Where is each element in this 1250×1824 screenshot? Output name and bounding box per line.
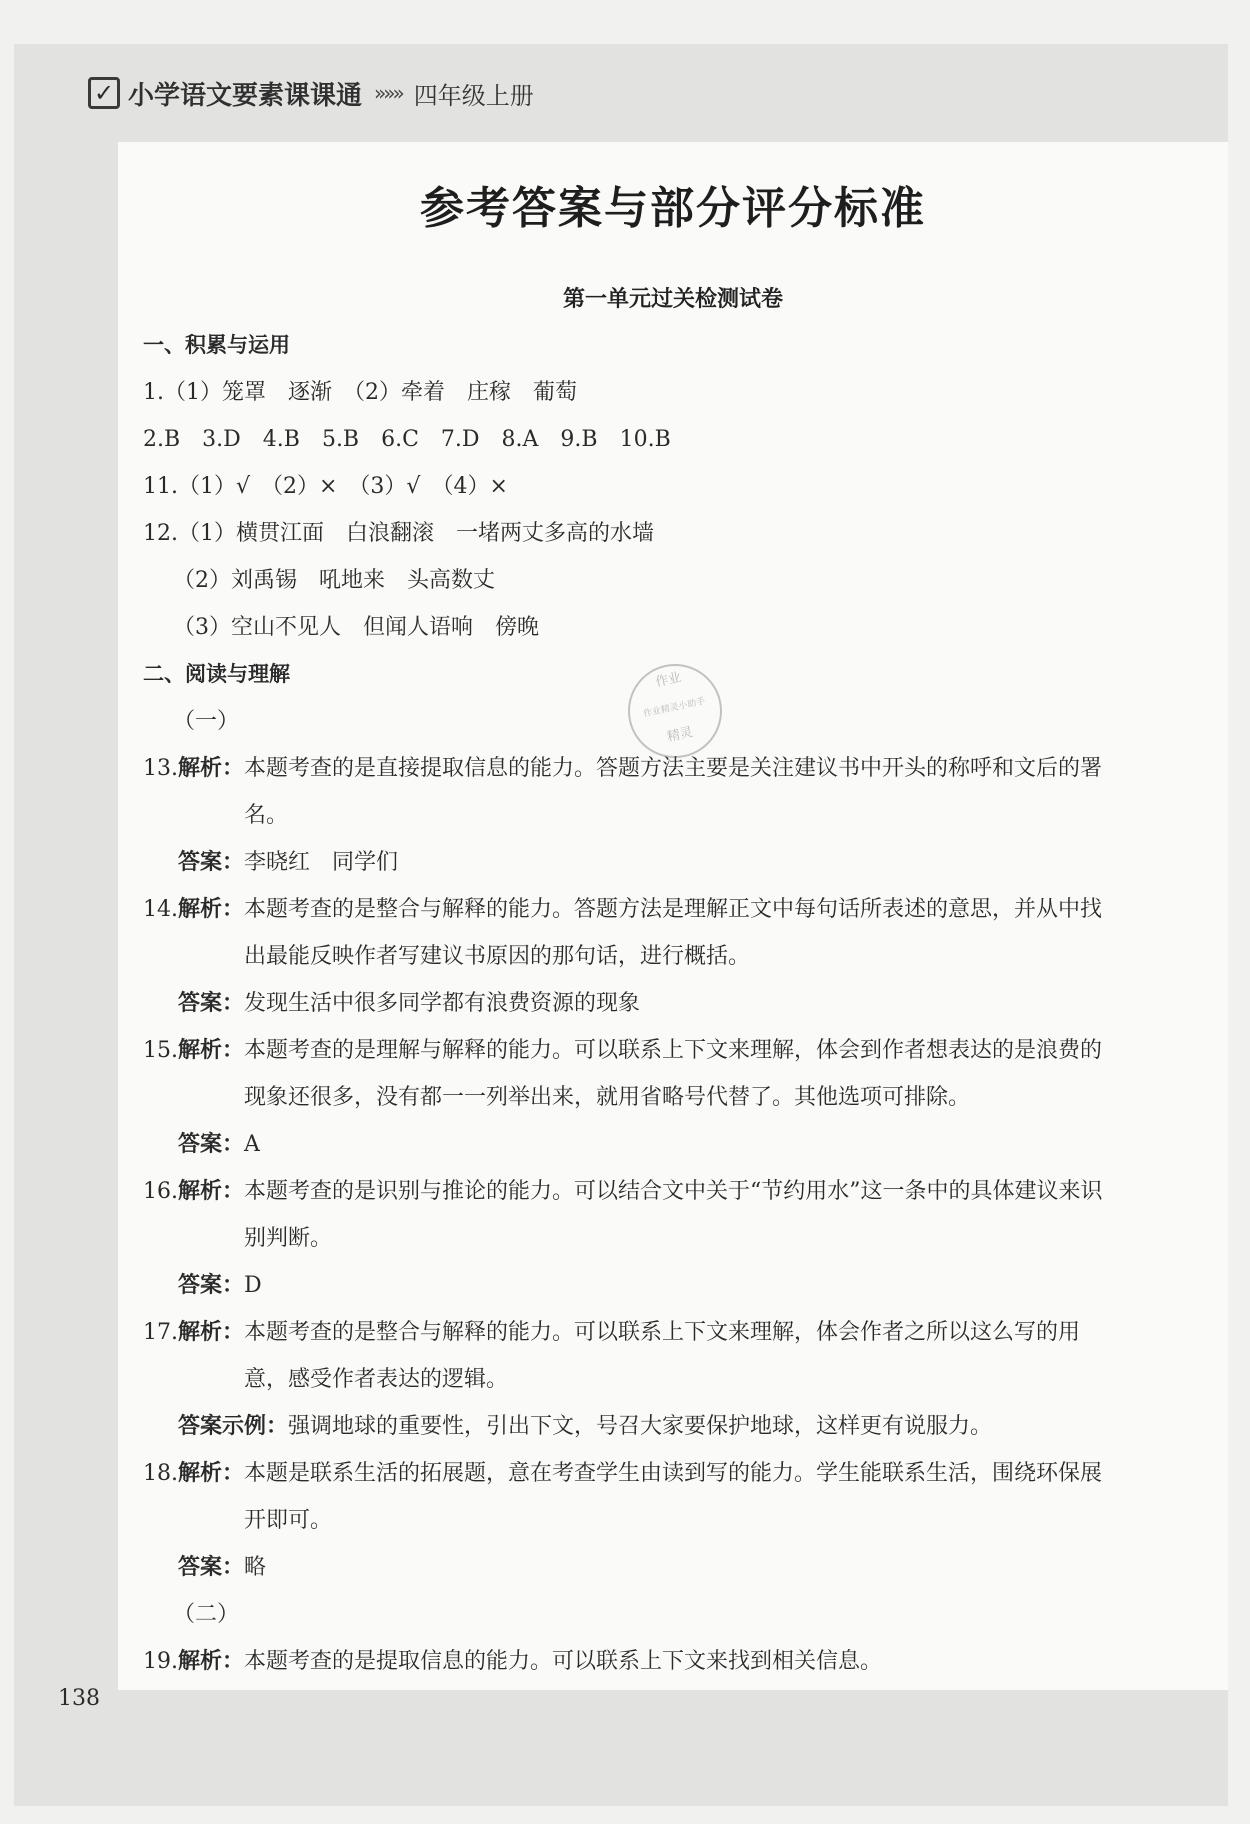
- answer-label: 答案：: [178, 1555, 245, 1580]
- question-number: 19.: [143, 1649, 178, 1674]
- analysis-label: 解析：: [178, 1179, 245, 1204]
- answer-line-12-2: （2）刘禹锡 吼地来 头高数丈: [173, 568, 495, 593]
- question-15: [143, 1027, 1153, 1121]
- answer-label: 答案：: [178, 991, 245, 1016]
- question-number: 17.: [143, 1320, 178, 1345]
- question-19: [143, 1638, 1153, 1685]
- analysis-label: 解析：: [178, 756, 245, 781]
- question-16: [143, 1168, 1153, 1262]
- answer-body: [143, 322, 1153, 1685]
- analysis-text: 本题考查的是整合与解释的能力。答题方法是理解正文中每句话所表述的意思，并从中找出最能反映作者写建议书原因的那句话，进行概括。: [244, 897, 1103, 969]
- question-17: [143, 1309, 1153, 1403]
- page-number: 138: [58, 1686, 100, 1711]
- analysis-label: 解析：: [178, 897, 245, 922]
- question-14: [143, 886, 1153, 980]
- answer-line-11: 11.（1）√ （2）× （3）√ （4）×: [143, 474, 508, 499]
- stamp-mid-text: 作业精灵小助手: [642, 696, 707, 720]
- analysis-label: 解析：: [178, 1038, 245, 1063]
- grade-label: 四年级上册: [413, 81, 534, 110]
- book-header: [88, 70, 534, 116]
- analysis-label: 解析：: [178, 1461, 245, 1486]
- page-content: [118, 142, 1228, 1690]
- answer-line-12-1: 12.（1）横贯江面 白浪翻滚 一堵两丈多高的水墙: [143, 521, 654, 546]
- stamp-top-text: 作业: [654, 670, 683, 691]
- answer-text: 发现生活中很多同学都有浪费资源的现象: [244, 991, 641, 1016]
- section-heading-2: 二、阅读与理解: [143, 662, 290, 686]
- series-title: 小学语文要素课课通: [128, 80, 363, 111]
- test-title: 第一单元过关检测试卷: [562, 287, 783, 312]
- analysis-text: 本题考查的是提取信息的能力。可以联系上下文来找到相关信息。: [244, 1649, 883, 1674]
- answer-label: 答案：: [178, 1273, 245, 1298]
- answer-16: [143, 1262, 1153, 1309]
- answer-text: 李晓红 同学们: [244, 850, 399, 875]
- answer-text: D: [244, 1273, 262, 1298]
- analysis-label: 解析：: [178, 1649, 245, 1674]
- answer-line-1: 1.（1）笼罩 逐渐 （2）牵着 庄稼 葡萄: [143, 380, 577, 405]
- analysis-text: 本题考查的是识别与推论的能力。可以结合文中关于“节约用水”这一条中的具体建议来识别判断。: [244, 1179, 1103, 1251]
- analysis-text: 本题考查的是直接提取信息的能力。答题方法主要是关注建议书中开头的称呼和文后的署名。: [244, 756, 1103, 828]
- analysis-label: 解析：: [178, 1320, 245, 1345]
- part-label-2: （二）: [173, 1602, 240, 1627]
- question-number: 14.: [143, 897, 178, 922]
- page-title: 参考答案与部分评分标准: [420, 183, 926, 234]
- question-number: 18.: [143, 1461, 178, 1486]
- answer-text: A: [244, 1132, 260, 1157]
- answer-label: 答案示例：: [178, 1414, 289, 1439]
- section-heading-1: 一、积累与运用: [143, 333, 290, 357]
- answer-text: 强调地球的重要性，引出下文，号召大家要保护地球，这样更有说服力。: [288, 1414, 993, 1439]
- answer-18: [143, 1544, 1153, 1591]
- question-number: 13.: [143, 756, 178, 781]
- answer-line-2: 2.B 3.D 4.B 5.B 6.C 7.D 8.A 9.B 10.B: [143, 427, 671, 452]
- question-13: [143, 745, 1153, 839]
- question-number: 15.: [143, 1038, 178, 1063]
- question-number: 16.: [143, 1179, 178, 1204]
- answer-14: [143, 980, 1153, 1027]
- analysis-text: 本题考查的是理解与解释的能力。可以联系上下文来理解，体会到作者想表达的是浪费的现象还很多，没有都一一列举出来，就用省略号代替了。其他选项可排除。: [244, 1038, 1103, 1110]
- answer-label: 答案：: [178, 850, 245, 875]
- question-18: [143, 1450, 1153, 1544]
- analysis-text: 本题考查的是整合与解释的能力。可以联系上下文来理解，体会作者之所以这么写的用意，感受作者表达的逻辑。: [244, 1320, 1081, 1392]
- arrows-icon: »»»: [374, 81, 402, 105]
- stamp-bottom-text: 精灵: [665, 724, 695, 746]
- answer-text: 略: [244, 1555, 267, 1580]
- answer-15: [143, 1121, 1153, 1168]
- answer-label: 答案：: [178, 1132, 245, 1157]
- check-icon: ✓: [88, 77, 120, 109]
- answer-17: [143, 1403, 1153, 1450]
- analysis-text: 本题是联系生活的拓展题，意在考查学生由读到写的能力。学生能联系生活，围绕环保展开即可。: [244, 1461, 1103, 1533]
- part-label-1: （一）: [173, 709, 240, 734]
- answer-line-12-3: （3）空山不见人 但闻人语响 傍晚: [173, 615, 539, 640]
- answer-13: [143, 839, 1153, 886]
